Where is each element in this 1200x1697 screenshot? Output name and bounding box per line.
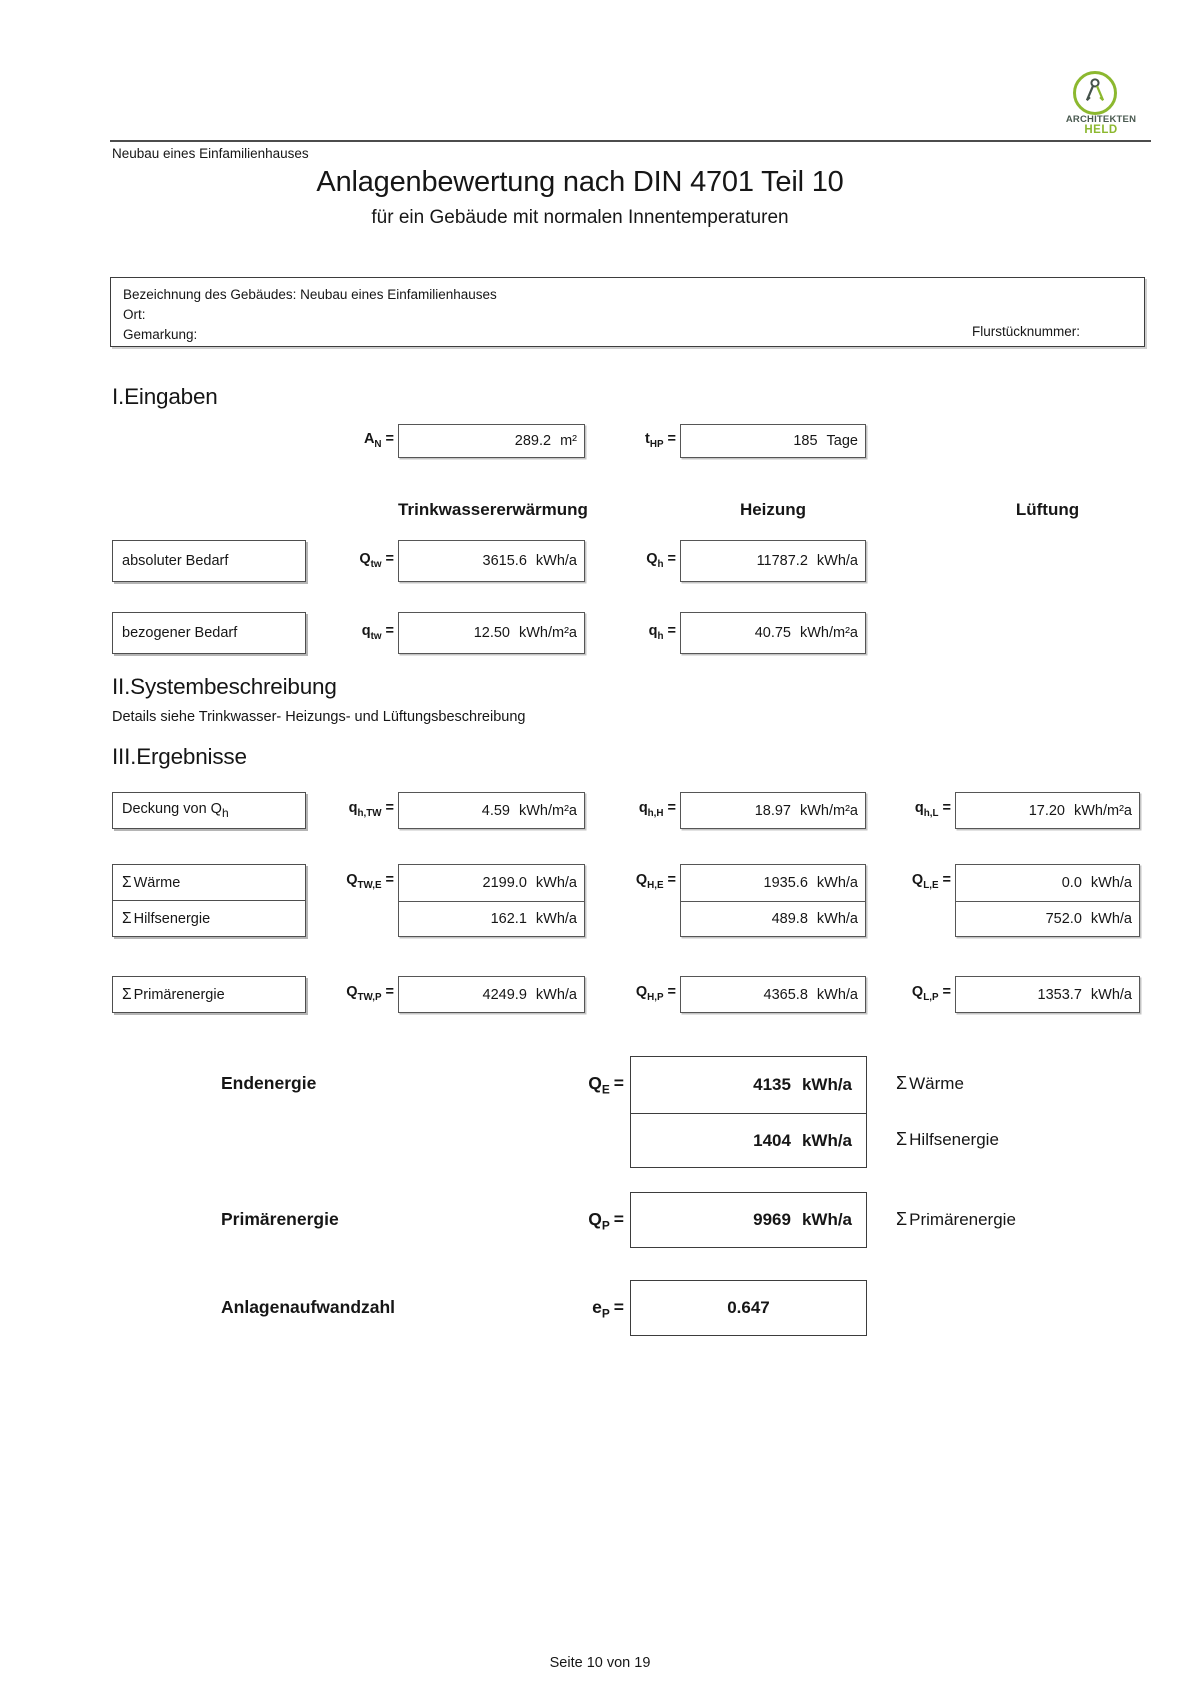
qhtw-value-box: 4.59 kWh/m²a: [398, 792, 585, 829]
final-energy-label: Endenergie: [221, 1073, 317, 1093]
qhtw-label: $q_{h,TW}$ =: [348, 800, 394, 819]
qle-heat-row: 0.0 kWh/a: [1061, 875, 1132, 891]
row-label-sum-primary: Σ Primärenergie: [112, 976, 306, 1013]
thp-unit: Tage: [826, 433, 858, 449]
qhh-label: $q_{h,H}$ =: [638, 800, 676, 819]
qle-label: $Q_{L,E}$ =: [911, 872, 951, 891]
page-title: Anlagenbewertung nach DIN 4701 Teil 10: [316, 166, 844, 198]
row-label-sum-heat: Σ Wärme: [112, 864, 306, 901]
building-designation: Bezeichnung des Gebäudes: Neubau eines Einfamilienhauses: [123, 287, 497, 302]
section-results-heading: III.Ergebnisse: [112, 744, 247, 769]
qtwe-value-stack: [398, 864, 585, 937]
qlp-label: $Q_{L,P}$ =: [911, 984, 951, 1003]
qp-label: $Q_P$ =: [588, 1209, 624, 1233]
section-system-note: Details siehe Trinkwasser- Heizungs- und Lüftungsbeschreibung: [112, 709, 526, 725]
thp-value: 185: [793, 433, 818, 449]
page-number: Seite 10 von 19: [549, 1655, 651, 1671]
qe-label: $Q_E$ =: [588, 1073, 624, 1097]
qtwe-heat-row: 2199.0 kWh/a: [482, 875, 577, 891]
row-label-specific-demand: bezogener Bedarf: [112, 612, 306, 654]
qle-value-stack: [955, 864, 1140, 937]
thp-value-box: [680, 424, 866, 458]
qh-value-box: 11787.2 kWh/a: [680, 540, 866, 582]
qe-aux-tag: Σ Hilfsenergie: [896, 1129, 999, 1149]
thp-label: $t_{HP}$ =: [645, 431, 676, 450]
primary-energy-label: Primärenergie: [221, 1209, 339, 1229]
flurstuecknummer-label: Flurstücknummer:: [972, 324, 1081, 339]
qhl-label: $q_{h,L}$ =: [914, 800, 951, 819]
section-inputs-heading: I.Eingaben: [112, 384, 218, 409]
qp-tag: Σ Primärenergie: [896, 1209, 1016, 1229]
qlp-value-box: 1353.7 kWh/a: [955, 976, 1140, 1013]
qp-value-box: 9969 kWh/a: [630, 1192, 867, 1248]
qh-spec-label: $q_h$ =: [648, 623, 676, 642]
row-label-sum-aux: Σ Hilfsenergie: [112, 900, 306, 937]
row-label-absolute-demand: absoluter Bedarf: [112, 540, 306, 582]
ep-value-box: 0.647: [630, 1280, 867, 1336]
building-gemarkung: Gemarkung:: [123, 327, 198, 342]
ep-label: $e_P$ =: [592, 1297, 624, 1321]
qh-label: $Q_h$ =: [646, 551, 676, 570]
company-brand: [1053, 114, 1149, 136]
qtwe-aux-row: 162.1 kWh/a: [399, 901, 584, 936]
column-header-dhw: Trinkwassererwärmung: [398, 500, 588, 519]
qhl-value-box: 17.20 kWh/m²a: [955, 792, 1140, 829]
compass-icon: [1078, 74, 1112, 113]
row-label-coverage: Deckung von $Q_h$: [112, 792, 306, 829]
qh-spec-value-box: 40.75 kWh/m²a: [680, 612, 866, 654]
building-ort: Ort:: [123, 307, 146, 322]
expenditure-label: Anlagenaufwandzahl: [221, 1297, 396, 1317]
qtwe-label: $Q_{TW,E}$ =: [346, 872, 394, 891]
qe-value-stack: [630, 1056, 867, 1168]
company-logo: [1073, 71, 1117, 115]
title-block: [105, 166, 1055, 229]
qhp-value-box: 4365.8 kWh/a: [680, 976, 866, 1013]
brand-name: ARCHITEKTEN: [1065, 114, 1137, 125]
qle-aux-row: 752.0 kWh/a: [956, 901, 1139, 936]
qtw-label: $Q_{tw}$ =: [359, 551, 394, 570]
qtwp-label: $Q_{TW,P}$ =: [346, 984, 394, 1003]
qe-heat-tag: Σ Wärme: [896, 1073, 964, 1093]
brand-name-2: HELD: [1084, 124, 1118, 136]
column-header-heating: Heizung: [739, 500, 807, 519]
qhe-label: $Q_{H,E}$ =: [635, 872, 676, 891]
qtw-spec-label: $q_{tw}$ =: [361, 623, 394, 642]
an-label: $A_N$ =: [363, 431, 394, 450]
qhh-value-box: 18.97 kWh/m²a: [680, 792, 866, 829]
qhe-aux-row: 489.8 kWh/a: [681, 901, 865, 936]
qtw-value-box: 3615.6 kWh/a: [398, 540, 585, 582]
qe-aux-row: 1404 kWh/a: [631, 1113, 866, 1167]
an-value: 289.2: [514, 433, 552, 449]
qtw-spec-value-box: 12.50 kWh/m²a: [398, 612, 585, 654]
qe-heat-row: 4135 kWh/a: [753, 1075, 852, 1094]
project-label: Neubau eines Einfamilienhauses: [112, 146, 309, 161]
qhe-heat-row: 1935.6 kWh/a: [763, 875, 858, 891]
section-system-heading: II.Systembeschreibung: [112, 674, 337, 699]
an-unit: m²: [560, 433, 577, 449]
column-header-ventilation: Lüftung: [1015, 500, 1080, 519]
qtwp-value-box: 4249.9 kWh/a: [398, 976, 585, 1013]
page-subtitle: für ein Gebäude mit normalen Innentemperaturen: [371, 207, 789, 228]
qhp-label: $Q_{H,P}$ =: [635, 984, 676, 1003]
header-divider: [110, 140, 1151, 142]
